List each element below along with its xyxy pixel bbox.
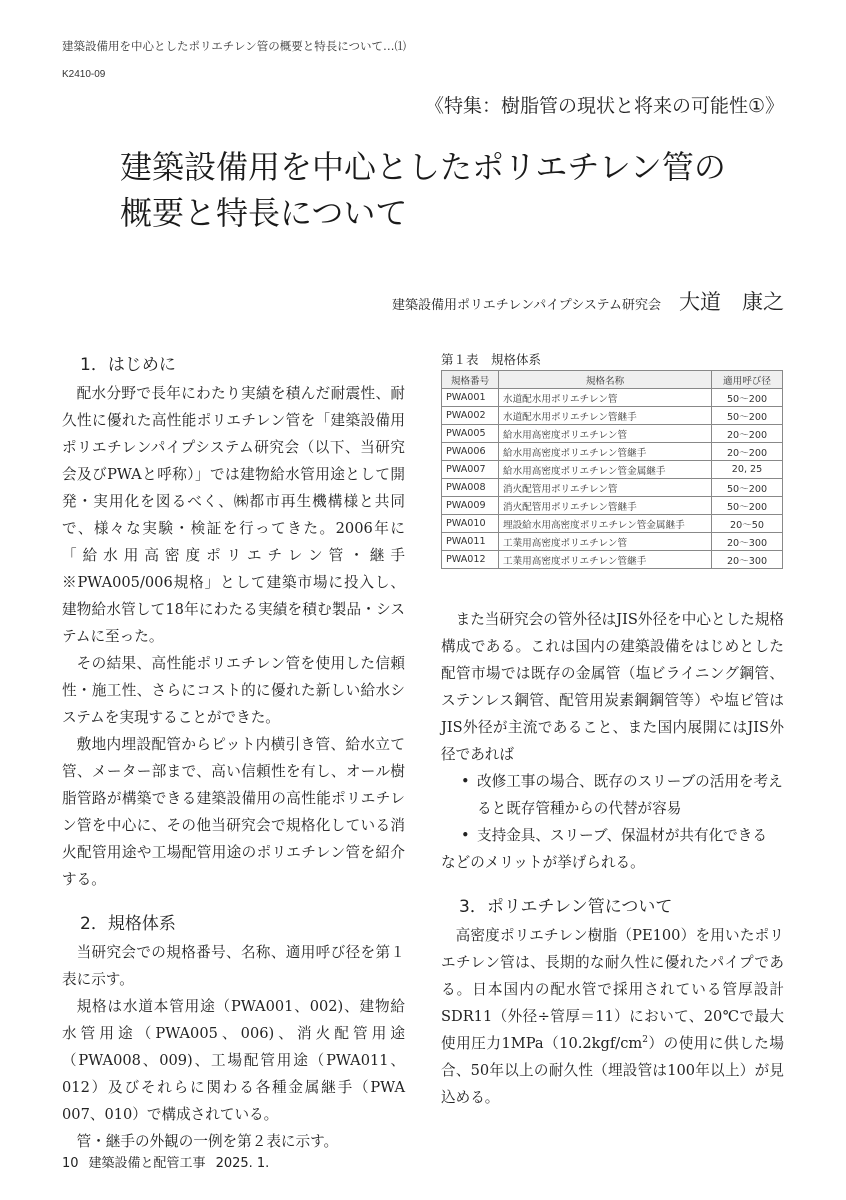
- table-cell-code: PWA006: [442, 443, 499, 461]
- section-2-paragraph-4: また当研究会の管外径はJIS外径を中心とした規格構成である。これは国内の建築設備をはじめとした配管市場では既存の金属管（塩ビライニング鋼管、ステンレス鋼管、配管用炭素鋼鋼管等）や塩ビ管はJIS外径が主流であること、また国内展開にはJIS外径であれば: [441, 611, 784, 763]
- article-title-line-1: 建築設備用を中心としたポリエチレン管の: [120, 148, 726, 186]
- section-1-heading: 1．はじめに: [80, 355, 176, 375]
- table-cell-code: PWA001: [442, 389, 499, 407]
- table-cell-name: 水道配水用ポリエチレン管継手: [499, 407, 712, 425]
- running-header: 建築設備用を中心としたポリエチレン管の概要と特長について…⑴: [62, 39, 407, 53]
- page-footer: [62, 1152, 279, 1171]
- table-header-row: [442, 371, 783, 389]
- table-cell-name: 消火配管用ポリエチレン管: [499, 479, 712, 497]
- table-cell-code: PWA011: [442, 533, 499, 551]
- journal-name: 建築設備と配管工事: [88, 1156, 206, 1171]
- table-cell-range: 50～200: [712, 389, 783, 407]
- table-row: [442, 515, 783, 533]
- table-row: [442, 461, 783, 479]
- table-cell-range: 20～300: [712, 533, 783, 551]
- table-row: [442, 407, 783, 425]
- table-row: [442, 479, 783, 497]
- table-cell-range: 20～300: [712, 551, 783, 569]
- article-title: [120, 144, 726, 236]
- left-column: [62, 350, 405, 1155]
- table-cell-code: PWA009: [442, 497, 499, 515]
- table-1: [441, 370, 783, 569]
- document-code: K2410-09: [62, 69, 106, 80]
- section-2-heading: 2．規格体系: [80, 914, 176, 934]
- article-title-line-2: 概要と特長について: [120, 194, 408, 232]
- section-3-text-a: 高密度ポリエチレン樹脂（PE100）を用いたポリエチレン管は、長期的な耐久性に優れたパイプである。日本国内の配水管で採用されている管厚設計SDR11（外径÷管厚＝11）において、20℃で最大使用圧力1MPa（10.2kgf/cm: [441, 927, 784, 1052]
- table-cell-range: 20, 25: [712, 461, 783, 479]
- page-number: 10: [62, 1156, 79, 1171]
- section-2-paragraph-2: 規格は水道本管用途（PWA001、002)、建物給水管用途（PWA005、006)、消火配管用途（PWA008、009)、工場配管用途（PWA011、012）及びそれらに関わる各種金属継手（PWA 007、010）で構成されている。: [62, 998, 405, 1123]
- superscript-2: 2: [642, 1035, 648, 1046]
- section-3-paragraph-1: [441, 922, 784, 1111]
- author-affiliation: 建築設備用ポリエチレンパイプシステム研究会: [391, 298, 661, 313]
- section-1-paragraph-3: 敷地内埋設配管からピット内横引き管、給水立て管、メーター部まで、高い信頼性を有し、オール樹脂管路が構築できる建築設備用の高性能ポリエチレン管を中心に、その他当研究会で規格化している消火配管用途や工場配管用途のポリエチレン管を紹介する。: [62, 736, 405, 888]
- table-cell-code: PWA010: [442, 515, 499, 533]
- section-1-paragraph-1: 配水分野で長年にわたり実績を積んだ耐震性、耐久性に優れた高性能ポリエチレン管を「建築設備用ポリエチレンパイプシステム研究会（以下、当研究会及びPWAと呼称）」では建物給水管用途として開発・実用化を図るべく、㈱都市再生機構様と共同で、様々な実験・検証を行ってきた。2006年に「給水用高密度ポリエチレン管・継手※PWA005/006規格」として建築市場に投入し、建物給水管して18年にわたる実績を積む製品・システムに至った。: [62, 385, 405, 645]
- list-item: • 改修工事の場合、既存のスリーブの活用を考えると既存管種からの代替が容易: [441, 768, 784, 822]
- table-row: [442, 497, 783, 515]
- table-row: [442, 551, 783, 569]
- table-cell-name: 水道配水用ポリエチレン管: [499, 389, 712, 407]
- table-row: [442, 443, 783, 461]
- issue-date: 2025. 1.: [215, 1156, 270, 1171]
- right-column: [441, 606, 784, 1111]
- author-name: 大道 康之: [679, 290, 784, 314]
- table-cell-name: 工業用高密度ポリエチレン管継手: [499, 551, 712, 569]
- section-3-heading: 3．ポリエチレン管について: [459, 897, 673, 917]
- special-feature-label: 《特集：樹脂管の現状と将来の可能性①》: [424, 95, 784, 117]
- table-header-cell: 適用呼び径: [712, 371, 783, 389]
- table-cell-code: PWA012: [442, 551, 499, 569]
- table-row: [442, 425, 783, 443]
- table-cell-code: PWA007: [442, 461, 499, 479]
- table-header-cell: 規格名称: [499, 371, 712, 389]
- section-1-paragraph-2: その結果、高性能ポリエチレン管を使用した信頼性・施工性、さらにコスト的に優れた新しい給水システムを実現することができた。: [62, 655, 405, 726]
- section-2-paragraph-5: などのメリットが挙げられる。: [441, 854, 645, 871]
- table-cell-code: PWA005: [442, 425, 499, 443]
- author-line: [392, 286, 784, 316]
- table-cell-name: 給水用高密度ポリエチレン管: [499, 425, 712, 443]
- table-row: [442, 533, 783, 551]
- section-3-text-b: ）の使用に供した場合、50年以上の耐久性（埋設管は100年以上）が見込める。: [441, 1035, 784, 1106]
- table-1-caption: 第１表 規格体系: [441, 352, 542, 367]
- table-cell-name: 埋設給水用高密度ポリエチレン管金属継手: [499, 515, 712, 533]
- table-cell-range: 50～200: [712, 479, 783, 497]
- table-cell-name: 給水用高密度ポリエチレン管金属継手: [499, 461, 712, 479]
- section-2-paragraph-3: 管・継手の外観の一例を第２表に示す。: [76, 1133, 339, 1150]
- table-cell-range: 50～200: [712, 407, 783, 425]
- table-cell-code: PWA002: [442, 407, 499, 425]
- table-cell-name: 工業用高密度ポリエチレン管: [499, 533, 712, 551]
- merit-list: [441, 768, 784, 849]
- section-2-paragraph-1: 当研究会での規格番号、名称、適用呼び径を第１表に示す。: [62, 944, 405, 988]
- table-cell-range: 20～200: [712, 425, 783, 443]
- table-header-cell: 規格番号: [442, 371, 499, 389]
- table-cell-name: 給水用高密度ポリエチレン管継手: [499, 443, 712, 461]
- list-item: • 支持金具、スリーブ、保温材が共有化できる: [441, 822, 784, 849]
- table-cell-code: PWA008: [442, 479, 499, 497]
- table-row: [442, 389, 783, 407]
- table-cell-range: 50～200: [712, 497, 783, 515]
- table-cell-name: 消火配管用ポリエチレン管継手: [499, 497, 712, 515]
- table-cell-range: 20～200: [712, 443, 783, 461]
- table-cell-range: 20～50: [712, 515, 783, 533]
